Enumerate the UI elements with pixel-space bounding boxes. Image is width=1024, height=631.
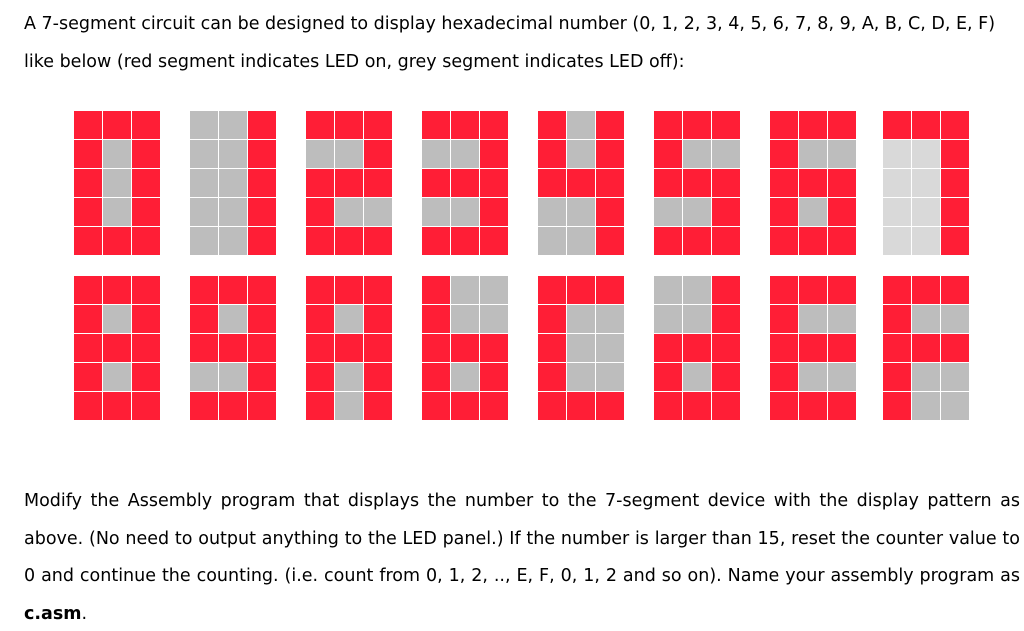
led-on-segment (596, 169, 624, 197)
led-on-segment (74, 198, 102, 226)
led-off-segment (912, 198, 940, 226)
led-on-segment (683, 111, 711, 139)
led-on-segment (770, 169, 798, 197)
led-on-segment (828, 334, 856, 362)
led-on-segment (883, 305, 911, 333)
led-off-segment (828, 140, 856, 168)
led-on-segment (74, 140, 102, 168)
led-on-segment (364, 169, 392, 197)
led-on-segment (132, 392, 160, 420)
led-on-segment (74, 169, 102, 197)
led-off-segment (567, 334, 595, 362)
led-off-segment (103, 140, 131, 168)
seven-segment-digit-3 (422, 111, 508, 255)
led-on-segment (480, 363, 508, 391)
led-on-segment (828, 276, 856, 304)
led-on-segment (364, 305, 392, 333)
led-on-segment (770, 392, 798, 420)
led-on-segment (132, 169, 160, 197)
led-on-segment (364, 111, 392, 139)
led-on-segment (480, 198, 508, 226)
led-on-segment (480, 227, 508, 255)
led-on-segment (596, 111, 624, 139)
led-on-segment (770, 198, 798, 226)
led-on-segment (103, 392, 131, 420)
led-on-segment (538, 305, 566, 333)
led-on-segment (712, 227, 740, 255)
led-on-segment (941, 334, 969, 362)
led-on-segment (683, 334, 711, 362)
led-on-segment (364, 334, 392, 362)
led-on-segment (941, 111, 969, 139)
led-on-segment (770, 305, 798, 333)
led-on-segment (364, 140, 392, 168)
seven-segment-digit-1 (190, 111, 276, 255)
led-off-segment (912, 140, 940, 168)
filename: c.asm (24, 603, 82, 624)
led-on-segment (364, 363, 392, 391)
led-on-segment (422, 111, 450, 139)
instructions-paragraph (24, 483, 1020, 631)
led-off-segment (883, 169, 911, 197)
led-on-segment (132, 334, 160, 362)
led-on-segment (422, 392, 450, 420)
led-off-segment (683, 363, 711, 391)
led-on-segment (74, 363, 102, 391)
led-on-segment (883, 276, 911, 304)
led-off-segment (335, 392, 363, 420)
led-on-segment (712, 169, 740, 197)
led-on-segment (451, 334, 479, 362)
led-on-segment (248, 334, 276, 362)
seven-segment-digit-c (538, 276, 624, 420)
led-on-segment (451, 392, 479, 420)
led-on-segment (451, 169, 479, 197)
led-off-segment (219, 169, 247, 197)
led-on-segment (364, 392, 392, 420)
led-off-segment (335, 305, 363, 333)
led-off-segment (567, 198, 595, 226)
led-on-segment (132, 111, 160, 139)
led-on-segment (567, 392, 595, 420)
led-on-segment (799, 276, 827, 304)
led-off-segment (190, 198, 218, 226)
led-on-segment (770, 276, 798, 304)
led-on-segment (74, 392, 102, 420)
led-on-segment (103, 227, 131, 255)
led-on-segment (654, 169, 682, 197)
led-on-segment (190, 392, 218, 420)
led-on-segment (74, 111, 102, 139)
led-off-segment (596, 363, 624, 391)
led-on-segment (422, 227, 450, 255)
led-off-segment (219, 305, 247, 333)
led-on-segment (335, 334, 363, 362)
led-on-segment (683, 169, 711, 197)
led-on-segment (912, 276, 940, 304)
led-on-segment (654, 363, 682, 391)
led-on-segment (219, 334, 247, 362)
led-on-segment (596, 227, 624, 255)
led-off-segment (596, 305, 624, 333)
led-on-segment (828, 169, 856, 197)
led-off-segment (190, 227, 218, 255)
led-off-segment (912, 169, 940, 197)
led-on-segment (248, 227, 276, 255)
led-on-segment (828, 111, 856, 139)
led-on-segment (538, 111, 566, 139)
led-on-segment (770, 227, 798, 255)
led-off-segment (190, 111, 218, 139)
led-on-segment (103, 111, 131, 139)
led-off-segment (190, 169, 218, 197)
led-on-segment (74, 227, 102, 255)
led-off-segment (799, 140, 827, 168)
led-off-segment (480, 276, 508, 304)
led-off-segment (683, 198, 711, 226)
led-on-segment (248, 276, 276, 304)
led-off-segment (422, 198, 450, 226)
led-on-segment (74, 305, 102, 333)
led-off-segment (941, 363, 969, 391)
led-on-segment (712, 198, 740, 226)
led-off-segment (912, 363, 940, 391)
led-on-segment (364, 227, 392, 255)
led-on-segment (941, 227, 969, 255)
led-off-segment (683, 140, 711, 168)
led-off-segment (912, 392, 940, 420)
led-on-segment (219, 276, 247, 304)
seven-segment-digit-e (770, 276, 856, 420)
led-off-segment (335, 140, 363, 168)
led-on-segment (538, 334, 566, 362)
led-on-segment (132, 363, 160, 391)
trailing-period: . (81, 603, 88, 624)
led-off-segment (567, 305, 595, 333)
led-on-segment (248, 111, 276, 139)
led-on-segment (132, 198, 160, 226)
led-off-segment (538, 227, 566, 255)
led-on-segment (132, 227, 160, 255)
led-on-segment (190, 334, 218, 362)
led-off-segment (219, 140, 247, 168)
led-on-segment (132, 140, 160, 168)
led-on-segment (799, 334, 827, 362)
led-on-segment (883, 363, 911, 391)
led-on-segment (941, 140, 969, 168)
led-on-segment (596, 392, 624, 420)
led-on-segment (654, 111, 682, 139)
led-on-segment (364, 276, 392, 304)
led-on-segment (683, 227, 711, 255)
led-on-segment (654, 334, 682, 362)
seven-segment-digit-a (306, 276, 392, 420)
led-on-segment (190, 276, 218, 304)
led-on-segment (538, 140, 566, 168)
led-on-segment (912, 111, 940, 139)
led-on-segment (103, 276, 131, 304)
led-off-segment (654, 305, 682, 333)
led-on-segment (538, 363, 566, 391)
led-on-segment (248, 169, 276, 197)
led-on-segment (538, 276, 566, 304)
led-off-segment (912, 305, 940, 333)
led-on-segment (712, 305, 740, 333)
led-off-segment (912, 227, 940, 255)
led-on-segment (770, 334, 798, 362)
led-on-segment (103, 334, 131, 362)
led-on-segment (828, 198, 856, 226)
seven-segment-digit-5 (654, 111, 740, 255)
led-on-segment (799, 227, 827, 255)
led-on-segment (422, 276, 450, 304)
led-off-segment (451, 198, 479, 226)
led-off-segment (883, 140, 911, 168)
led-off-segment (567, 227, 595, 255)
led-on-segment (480, 334, 508, 362)
led-off-segment (103, 198, 131, 226)
seven-segment-digit-7 (883, 111, 969, 255)
led-off-segment (941, 392, 969, 420)
led-off-segment (799, 305, 827, 333)
led-off-segment (799, 363, 827, 391)
seven-segment-digit-b (422, 276, 508, 420)
led-off-segment (480, 305, 508, 333)
led-on-segment (248, 140, 276, 168)
led-on-segment (190, 305, 218, 333)
led-on-segment (654, 140, 682, 168)
led-off-segment (567, 140, 595, 168)
led-on-segment (712, 392, 740, 420)
led-on-segment (306, 227, 334, 255)
led-off-segment (654, 198, 682, 226)
led-on-segment (654, 392, 682, 420)
seven-segment-digit-4 (538, 111, 624, 255)
led-on-segment (538, 169, 566, 197)
led-off-segment (828, 305, 856, 333)
led-on-segment (248, 363, 276, 391)
led-off-segment (683, 276, 711, 304)
led-on-segment (828, 392, 856, 420)
led-on-segment (335, 111, 363, 139)
intro-paragraph: A 7-segment circuit can be designed to display hexadecimal number (0, 1, 2, 3, 4, 5, 6, 7, 8, 9, A, B, C, D, E, F) like below (red segment indicates LED on, grey segment indicates LED off): (24, 14, 996, 72)
led-on-segment (941, 198, 969, 226)
led-off-segment (306, 140, 334, 168)
led-on-segment (132, 305, 160, 333)
led-on-segment (941, 276, 969, 304)
led-off-segment (219, 227, 247, 255)
led-on-segment (306, 111, 334, 139)
led-on-segment (596, 140, 624, 168)
led-on-segment (248, 198, 276, 226)
led-on-segment (335, 227, 363, 255)
led-on-segment (306, 305, 334, 333)
seven-segment-digit-9 (190, 276, 276, 420)
led-on-segment (770, 140, 798, 168)
led-off-segment (883, 198, 911, 226)
led-off-segment (451, 276, 479, 304)
led-off-segment (219, 111, 247, 139)
led-on-segment (248, 305, 276, 333)
led-on-segment (799, 392, 827, 420)
seven-segment-digit-2 (306, 111, 392, 255)
led-on-segment (422, 305, 450, 333)
led-on-segment (480, 140, 508, 168)
led-on-segment (451, 111, 479, 139)
seven-segment-digit-f (883, 276, 969, 420)
led-on-segment (306, 334, 334, 362)
led-on-segment (712, 334, 740, 362)
led-on-segment (306, 392, 334, 420)
led-on-segment (248, 392, 276, 420)
led-on-segment (335, 169, 363, 197)
led-on-segment (912, 334, 940, 362)
led-off-segment (219, 198, 247, 226)
seven-segment-digit-8 (74, 276, 160, 420)
led-on-segment (799, 169, 827, 197)
led-on-segment (799, 111, 827, 139)
led-off-segment (335, 198, 363, 226)
led-off-segment (422, 140, 450, 168)
led-on-segment (941, 169, 969, 197)
led-on-segment (712, 363, 740, 391)
led-on-segment (422, 363, 450, 391)
led-off-segment (596, 334, 624, 362)
led-on-segment (596, 276, 624, 304)
led-on-segment (422, 169, 450, 197)
led-on-segment (306, 169, 334, 197)
led-on-segment (712, 276, 740, 304)
led-on-segment (883, 392, 911, 420)
led-off-segment (567, 363, 595, 391)
led-off-segment (451, 140, 479, 168)
led-off-segment (883, 227, 911, 255)
led-off-segment (219, 363, 247, 391)
led-off-segment (799, 198, 827, 226)
led-off-segment (451, 305, 479, 333)
seven-segment-digit-d (654, 276, 740, 420)
instructions-text: Modify the Assembly program that displays the number to the 7-segment device with the display pattern as above. (No need to output anything to the LED panel.) If the number is larger than 15, reset the counter value to 0 and continue the counting. (i.e. count from 0, 1, 2, .., E, F, 0, 1, 2 and so on). Name your assembly program as (24, 491, 1020, 586)
led-off-segment (654, 276, 682, 304)
led-off-segment (941, 305, 969, 333)
seven-segment-digit-6 (770, 111, 856, 255)
led-on-segment (306, 363, 334, 391)
led-on-segment (596, 198, 624, 226)
led-on-segment (567, 276, 595, 304)
led-off-segment (451, 363, 479, 391)
led-on-segment (74, 334, 102, 362)
led-on-segment (770, 363, 798, 391)
led-on-segment (306, 276, 334, 304)
led-on-segment (132, 276, 160, 304)
led-on-segment (422, 334, 450, 362)
led-off-segment (828, 363, 856, 391)
led-on-segment (828, 227, 856, 255)
led-off-segment (567, 111, 595, 139)
led-off-segment (683, 305, 711, 333)
led-on-segment (567, 169, 595, 197)
led-on-segment (335, 276, 363, 304)
led-on-segment (480, 111, 508, 139)
led-on-segment (654, 227, 682, 255)
led-on-segment (306, 198, 334, 226)
led-off-segment (103, 305, 131, 333)
led-on-segment (883, 111, 911, 139)
led-off-segment (712, 140, 740, 168)
led-on-segment (480, 169, 508, 197)
led-off-segment (538, 198, 566, 226)
led-off-segment (103, 169, 131, 197)
led-on-segment (683, 392, 711, 420)
led-off-segment (103, 363, 131, 391)
led-on-segment (451, 227, 479, 255)
led-on-segment (480, 392, 508, 420)
led-on-segment (712, 111, 740, 139)
seven-segment-digit-0 (74, 111, 160, 255)
led-off-segment (364, 198, 392, 226)
led-on-segment (770, 111, 798, 139)
led-off-segment (190, 140, 218, 168)
led-on-segment (219, 392, 247, 420)
led-off-segment (335, 363, 363, 391)
led-on-segment (883, 334, 911, 362)
led-on-segment (538, 392, 566, 420)
led-off-segment (190, 363, 218, 391)
led-on-segment (74, 276, 102, 304)
